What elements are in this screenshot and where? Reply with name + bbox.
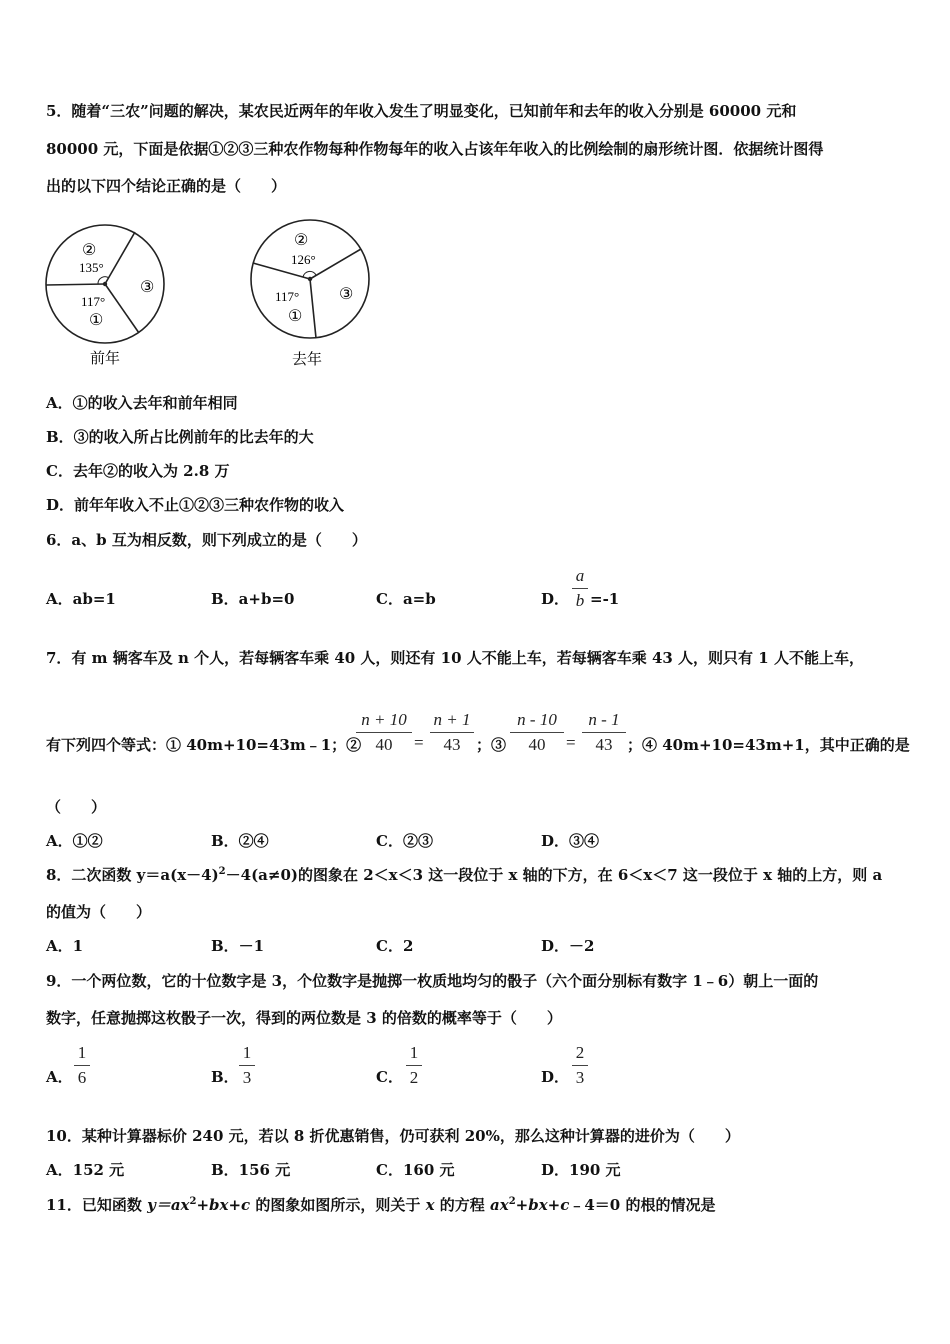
q7-fraction-3 — [510, 709, 564, 756]
q7-line2-b: ；④ 40m+10=43m+1，其中正确的是 — [627, 736, 910, 754]
q8-option-c[interactable]: C．2 — [376, 937, 414, 955]
q11-x: x — [425, 1196, 435, 1214]
q6-option-d-fraction — [572, 565, 588, 612]
q5-option-b[interactable]: B．③的收入所占比例前年的比去年的大 — [46, 428, 314, 446]
q9-line2: 数字，任意抛掷这枚骰子一次，得到的两位数是 3 的倍数的概率等于（ ） — [46, 1009, 562, 1027]
q7-f3-num: n - 10 — [517, 710, 557, 729]
q10-option-a[interactable]: A．152 元 — [46, 1161, 125, 1179]
q9-option-d-prefix[interactable]: D． — [541, 1068, 570, 1086]
q5-line2: 80000 元，下面是依据①②③三种农作物每种作物每年的收入占该年年收入的比例绘制的扇形统计图．依据统计图得 — [46, 140, 824, 158]
q11-b: 的图象如图所示，则关于 — [250, 1196, 426, 1214]
q7-f3-den: 40 — [528, 735, 546, 754]
pie2-label-2: ② — [294, 232, 309, 249]
q5-pie-charts — [30, 215, 430, 375]
q9-b-bar — [239, 1065, 255, 1066]
pie2-divider-bottom — [310, 279, 316, 338]
q11-c: 的方程 — [434, 1196, 491, 1214]
pie1-angle-135: 135° — [79, 260, 104, 275]
q9-c-num: 1 — [409, 1043, 419, 1062]
q8-line2: 的值为（ ） — [46, 903, 152, 921]
q7-eq-2: = — [566, 733, 576, 752]
q11-func: y＝ax — [147, 1196, 190, 1214]
pie1-title: 前年 — [90, 349, 121, 367]
q7-option-c[interactable]: C．②③ — [376, 832, 433, 850]
q7-line2-a: 有下列四个等式：① 40m+10=43m﹣1；② — [46, 736, 362, 754]
q9-option-a-fraction — [74, 1042, 90, 1089]
q9-option-c-fraction — [406, 1042, 422, 1089]
q11-func-b: +bx+c — [196, 1196, 251, 1214]
pie1-label-3: ③ — [140, 279, 155, 296]
q9-a-den: 6 — [77, 1068, 87, 1087]
q7-f4-den: 43 — [595, 735, 613, 754]
q5-option-d[interactable]: D．前年年收入不止①②③三种农作物的收入 — [46, 496, 345, 514]
q8-exponent: 2 — [218, 866, 226, 877]
q7-f1-den: 40 — [375, 735, 393, 754]
q5-line3: 出的以下四个结论正确的是（ ） — [46, 177, 287, 195]
pie1-divider-left — [46, 284, 105, 285]
q7-fraction-4 — [582, 709, 626, 756]
q9-d-num: 2 — [575, 1043, 585, 1062]
q6-frac-den: b — [575, 591, 585, 610]
q11-sup1: 2 — [189, 1196, 197, 1207]
pie1-divider-bottom — [105, 284, 139, 333]
pie1-angle-117: 117° — [81, 294, 106, 309]
pie2-divider-top — [310, 249, 361, 279]
q11-sup2: 2 — [508, 1196, 516, 1207]
q9-c-den: 2 — [409, 1068, 419, 1087]
pie2-title: 去年 — [292, 350, 323, 368]
q10-option-c[interactable]: C．160 元 — [376, 1161, 455, 1179]
q8-line1 — [46, 865, 882, 885]
q7-f2-num: n + 1 — [433, 710, 471, 729]
q7-eq-1: = — [414, 733, 424, 752]
q5-option-a[interactable]: A．①的收入去年和前年相同 — [46, 394, 238, 412]
q7-f4-num: n - 1 — [588, 710, 620, 729]
q6-option-d-prefix[interactable]: D． — [541, 590, 570, 608]
q7-f2-bar — [430, 732, 474, 733]
q7-f1-num: n + 10 — [361, 710, 407, 729]
q7-f4-bar — [582, 732, 626, 733]
q11-stem — [46, 1195, 715, 1215]
q7-option-b[interactable]: B．②④ — [211, 832, 269, 850]
q9-line1: 9．一个两位数，它的十位数字是 3，个位数字是抛掷一枚质地均匀的骰子（六个面分别标有数字 1﹣6）朝上一面的 — [46, 972, 819, 990]
q7-line1: 7．有 m 辆客车及 n 个人，若每辆客车乘 40 人，则还有 10 人不能上车，若每辆客车乘 43 人，则只有 1 人不能上车， — [46, 649, 864, 667]
q7-fraction-2 — [430, 709, 474, 756]
pie2-angle-126: 126° — [291, 252, 316, 267]
q6-option-c[interactable]: C．a=b — [376, 590, 436, 608]
q11-d: ﹣4＝0 的根的情况是 — [569, 1196, 716, 1214]
pie1-center-dot — [103, 282, 107, 286]
q6-option-b[interactable]: B．a+b=0 — [211, 590, 295, 608]
pie2-angle-117: 117° — [275, 289, 300, 304]
q7-answer-paren: （ ） — [46, 798, 107, 816]
q6-frac-num: a — [575, 566, 585, 585]
pie2-label-3: ③ — [339, 286, 354, 303]
q7-f1-bar — [356, 732, 412, 733]
q6-frac-bar — [572, 588, 588, 589]
q9-option-b-fraction — [239, 1042, 255, 1089]
q10-option-b[interactable]: B．156 元 — [211, 1161, 291, 1179]
q9-c-bar — [406, 1065, 422, 1066]
pie2-label-1: ① — [288, 308, 303, 325]
q9-option-c-prefix[interactable]: C． — [376, 1068, 403, 1086]
q8-option-a[interactable]: A．1 — [46, 937, 84, 955]
q5-option-c[interactable]: C．去年②的收入为 2.8 万 — [46, 462, 230, 480]
q7-f3-bar — [510, 732, 564, 733]
q7-f2-den: 43 — [443, 735, 461, 754]
q7-option-a[interactable]: A．①② — [46, 832, 103, 850]
q6-option-a[interactable]: A．ab=1 — [46, 590, 116, 608]
q8-line1-a: 8．二次函数 y＝a(x－4) — [46, 866, 219, 884]
q9-b-den: 3 — [242, 1068, 252, 1087]
q9-d-bar — [572, 1065, 588, 1066]
q9-a-num: 1 — [77, 1043, 87, 1062]
pie-last-year — [251, 220, 369, 368]
q7-option-d[interactable]: D．③④ — [541, 832, 600, 850]
q11-eq-b: +bx+c — [515, 1196, 570, 1214]
q5-line1: 5．随着“三农”问题的解决，某农民近两年的年收入发生了明显变化，已知前年和去年的收入分别是 60000 元和 — [46, 102, 797, 120]
q9-a-bar — [74, 1065, 90, 1066]
q6-stem: 6．a、b 互为相反数，则下列成立的是（ ） — [46, 531, 367, 549]
q6-option-d-suffix: =-1 — [590, 590, 620, 608]
q9-d-den: 3 — [575, 1068, 585, 1087]
q7-fraction-1 — [356, 709, 412, 756]
q9-option-d-fraction — [572, 1042, 588, 1089]
q9-option-a-prefix[interactable]: A． — [46, 1068, 73, 1086]
q10-option-d[interactable]: D．190 元 — [541, 1161, 621, 1179]
pie-last-last-year — [46, 225, 164, 367]
q8-line1-b: －4(a≠0)的图象在 2＜x＜3 这一段位于 x 轴的下方，在 6＜x＜7 这一段位于 x 轴的上方，则 a — [225, 866, 883, 884]
q9-option-b-prefix[interactable]: B． — [211, 1068, 239, 1086]
q8-option-b[interactable]: B．－1 — [211, 937, 265, 955]
pie1-divider-top — [105, 232, 135, 284]
pie1-label-2: ② — [82, 242, 97, 259]
q7-sep-1: ；③ — [476, 736, 507, 754]
q8-option-d[interactable]: D．－2 — [541, 937, 595, 955]
pie1-label-1: ① — [89, 312, 104, 329]
pie2-center-dot — [308, 277, 312, 281]
q10-stem: 10．某种计算器标价 240 元，若以 8 折优惠销售，仍可获利 20%，那么这种计算器的进价为（ ） — [46, 1127, 740, 1145]
q11-eq: ax — [490, 1196, 509, 1214]
q9-b-num: 1 — [242, 1043, 252, 1062]
q11-a: 11．已知函数 — [46, 1196, 148, 1214]
